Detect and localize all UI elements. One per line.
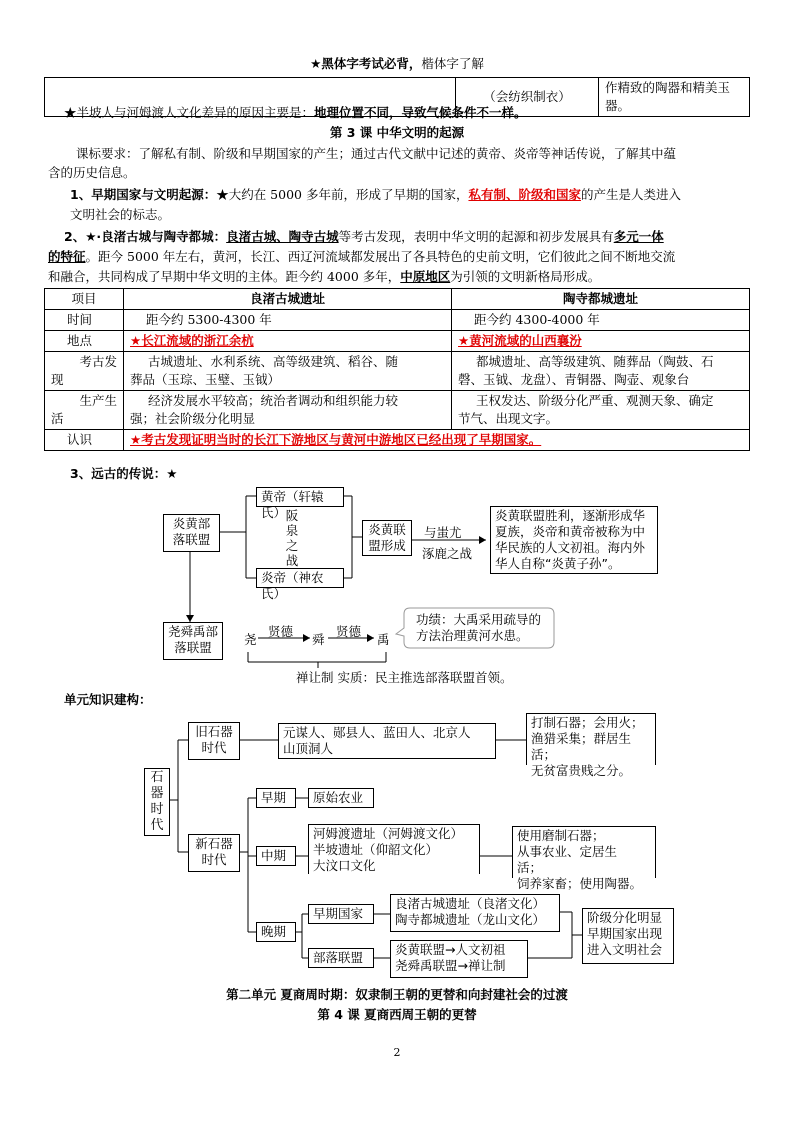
xiande-label-1: 贤德 [268, 624, 294, 639]
banquan-battle [285, 508, 299, 568]
row-b1: 王权发达、阶级分化严重、观测天象、确定 [476, 393, 714, 408]
row-a1: 古城遗址、水利系统、高等级建筑、稻谷、随 [148, 354, 399, 369]
banpo-note-lead: ★半坡人与河姆渡人文化差异的原因主要是： [64, 105, 315, 120]
box-line: 落联盟 [174, 640, 212, 655]
row-a2: 强；社会阶级分化明显 [130, 411, 256, 426]
civilization-box [582, 908, 674, 964]
header-note-bold: ★黑体字考试必背， [310, 56, 422, 71]
box-line: 旧石器 [195, 724, 233, 739]
box-line: 活； [517, 860, 543, 875]
zhuolu-label: 涿鹿之战 [422, 546, 473, 561]
top-table-cell-3: 作精致的陶器和精美玉器。 [599, 78, 750, 117]
row-b2: 磬、玉钺、龙盘）、青铜器、陶壶、观象台 [458, 372, 690, 387]
p1-line2: 文明社会的标志。 [70, 207, 171, 222]
box-line: 炎黄联盟→人文初祖 [395, 942, 506, 957]
bubble-line: 功绩：大禹采用疏导的 [416, 612, 542, 627]
lesson3-title: 第 3 课 中华文明的起源 [329, 125, 465, 140]
box-line: 炎黄联 [368, 522, 406, 537]
yandi-box: 炎帝（神农氏） [256, 568, 344, 588]
box-line: 山顶洞人 [283, 741, 334, 756]
char: 时 [150, 802, 164, 817]
unit2-title: 第二单元 夏商周时期：奴隶制王朝的更替和向封建社会的过渡 [226, 987, 568, 1002]
p2-line2-u: 的特征 [48, 249, 86, 264]
banpo-note-bold: 地理位置不同，导致气候条件不一样。 [314, 105, 527, 120]
early-state-box: 早期国家 [308, 904, 374, 924]
row-conclusion: ★考古发现证明当时的长江下游地区与黄河中游地区已经出现了早期国家。 [124, 430, 750, 451]
row-key-2: 现 [51, 372, 64, 387]
box-line: 华民族的人文初祖。海内外 [495, 540, 646, 555]
bubble-line: 方法治理黄河水患。 [416, 628, 529, 643]
yanhuang-union-box [362, 520, 412, 556]
header-note-rest: 楷体字了解 [421, 56, 484, 71]
box-line: 新石器 [195, 836, 233, 851]
standard-line-2: 含的历史信息。 [48, 165, 136, 180]
stone-age-box [144, 768, 170, 836]
box-line: 使用磨制石器； [517, 828, 605, 843]
box-line: 进入文明社会 [587, 942, 663, 957]
neolithic-box [188, 834, 240, 872]
box-line: 华人自称“炎黄子孙”。 [495, 556, 621, 571]
shun-label: 舜 [312, 632, 325, 647]
row-b2: 节气、出现文字。 [458, 411, 559, 426]
row-key-2: 活 [51, 411, 64, 426]
box-line: 打制石器；会用火； [531, 715, 644, 730]
middle-sites-box [308, 824, 480, 874]
p2-line3a: 和融合，共同构成了早期中华文明的主体。距今约 4000 多年， [48, 269, 401, 284]
p2-line3u: 中原地区 [400, 269, 451, 284]
unit-title: 单元知识建构： [64, 692, 152, 707]
box-line: 饲养家畜；使用陶器。 [517, 876, 651, 892]
p2-line3b: 为引领的文明新格局形成。 [450, 269, 601, 284]
box-line: 时代 [201, 852, 227, 867]
char: 代 [150, 818, 164, 833]
box-line: 夏族，炎帝和黄帝被称为中 [495, 524, 646, 539]
paleolithic-life-box [526, 713, 656, 778]
yaoshunyu-box [163, 622, 223, 660]
row-taosi: 距今约 4300-4000 年 [452, 310, 750, 331]
box-line: 元谋人、郧县人、蓝田人、北京人 [283, 725, 471, 740]
p1-head: 1、早期国家与文明起源： [70, 187, 217, 202]
page-number: 2 [393, 1046, 401, 1059]
middle-period-box: 中期 [256, 846, 296, 866]
p2-u2: 多元一体 [613, 229, 664, 244]
shanrang-label: 禅让制 实质：民主推选部落联盟首领。 [296, 670, 513, 685]
p1-a: ★大约在 5000 多年前，形成了早期的国家， [216, 187, 469, 202]
row-liangzhu: ★长江流域的浙江余杭 [124, 331, 452, 352]
char: 之 [285, 538, 299, 553]
box-line: 盟形成 [368, 538, 406, 553]
box-line: 活； [531, 747, 557, 762]
box-line: 尧舜禹部 [168, 624, 219, 639]
primitive-agriculture-box: 原始农业 [308, 788, 374, 808]
result-box [490, 506, 658, 574]
p2-u1: 良渚古城、陶寺古城 [226, 229, 339, 244]
standard-line-1: 课标要求：了解私有制、阶级和早期国家的产生；通过古代文献中记述的黄帝、炎帝等神话传说，了解其中蕴 [76, 146, 677, 161]
box-line: 半坡遗址（仰韶文化） [313, 842, 439, 857]
p2-a: 等考古发现，表明中华文明的起源和初步发展具有 [338, 229, 614, 244]
row-liangzhu: 距今约 5300-4300 年 [124, 310, 452, 331]
huangdi-box: 黄帝（轩辕氏） [256, 487, 344, 507]
yanhuang-tribe-box [163, 514, 220, 552]
row-b1: 都城遗址、高等级建筑、随葬品（陶鼓、石 [476, 354, 714, 369]
row-key: 地点 [45, 331, 124, 352]
yu-label: 禹 [377, 632, 390, 647]
char: 阪 [285, 508, 299, 523]
row-key: 时间 [45, 310, 124, 331]
char: 战 [285, 553, 299, 568]
p1-b: 的产生是人类进入 [580, 187, 681, 202]
char: 器 [150, 786, 164, 801]
paleolithic-box [188, 722, 240, 760]
box-line: 渔猎采集；群居生 [531, 731, 632, 746]
chiyou-label: 与蚩尤 [424, 525, 462, 540]
tribe-alliance-box: 部落联盟 [308, 948, 374, 968]
middle-life-box [512, 826, 656, 891]
box-line: 炎黄部 [172, 516, 211, 531]
box-line: 河姆渡遗址（河姆渡文化） [313, 826, 464, 841]
top-table-cell-2: （会纺织制衣） [456, 78, 599, 117]
row-taosi: ★黄河流域的山西襄汾 [452, 331, 750, 352]
table-header-item: 项目 [45, 289, 124, 310]
box-line: 炎黄联盟胜利，逐渐形成华 [495, 508, 646, 523]
box-line: 良渚古城遗址（良渚文化） [395, 896, 546, 911]
late-period-box: 晚期 [256, 922, 296, 942]
row-key-1: 生产生 [79, 393, 117, 408]
row-a2: 葬品（玉琮、玉璧、玉钺） [130, 372, 281, 387]
box-line: 尧舜禹联盟→禅让制 [395, 958, 506, 973]
p2-head: 2、★·良渚古城与陶寺都城： [64, 229, 227, 244]
row-key: 认识 [45, 430, 124, 451]
char: 石 [150, 770, 164, 785]
char: 泉 [285, 523, 299, 538]
lesson4-title: 第 4 课 夏商西周王朝的更替 [317, 1007, 477, 1022]
p3-head: 3、远古的传说：★ [70, 466, 178, 481]
paleolithic-people-box [278, 723, 496, 759]
box-line: 早期国家出现 [587, 926, 663, 941]
xiande-label-2: 贤德 [336, 624, 362, 639]
box-line: 落联盟 [172, 532, 211, 547]
state-sites-box [390, 894, 560, 932]
box-line: 大汶口文化 [313, 858, 376, 873]
box-line: 无贫富贵贱之分。 [531, 763, 651, 779]
box-line: 从事农业、定居生 [517, 844, 618, 859]
p2-line2-text: 。距今 5000 年左右，黄河，长江、西辽河流域都发展出了各具特色的史前文明，它们彼此之间不断地交流 [85, 249, 676, 264]
table-header-taosi: 陶寺都城遗址 [452, 289, 750, 310]
merit-bubble [416, 612, 541, 644]
yao-label: 尧 [244, 632, 257, 647]
tribe-alliance-detail-box [390, 940, 528, 978]
row-a1: 经济发展水平较高；统治者调动和组织能力较 [148, 393, 399, 408]
box-line: 阶级分化明显 [587, 910, 663, 925]
box-line: 陶寺都城遗址（龙山文化） [395, 912, 546, 927]
table-header-liangzhu: 良渚古城遗址 [124, 289, 452, 310]
early-period-box: 早期 [256, 788, 296, 808]
row-key-1: 考古发 [79, 354, 117, 369]
p1-red: 私有制、阶级和国家 [468, 187, 581, 202]
box-line: 时代 [201, 740, 227, 755]
